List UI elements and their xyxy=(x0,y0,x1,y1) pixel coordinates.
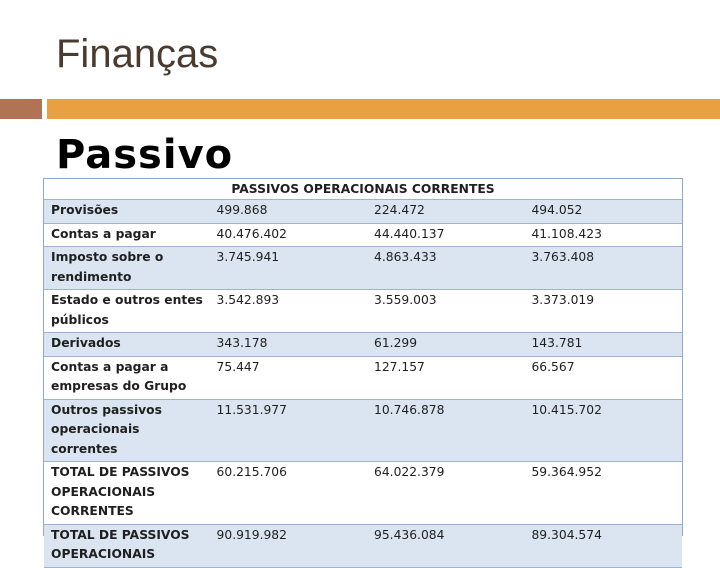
row-label: Outros passivos operacionais correntes xyxy=(44,399,210,462)
accent-bar-left xyxy=(0,99,42,119)
cell-value-3: 3.763.408 xyxy=(524,247,682,290)
row-label: Contas a pagar a empresas do Grupo xyxy=(44,356,210,399)
table-row xyxy=(44,333,682,357)
row-label: Imposto sobre o rendimento xyxy=(44,247,210,290)
accent-bar-right xyxy=(47,99,720,119)
cell-value-2: 127.157 xyxy=(367,356,524,399)
cell-value-3: 3.373.019 xyxy=(524,290,682,333)
table-row xyxy=(44,247,682,290)
cell-value-2: 64.022.379 xyxy=(367,462,524,525)
slide-subtitle: Passivo xyxy=(56,132,234,178)
liabilities-table xyxy=(44,179,682,568)
liabilities-table-image xyxy=(43,178,683,561)
cell-value-2: 224.472 xyxy=(367,200,524,224)
table-row xyxy=(44,290,682,333)
row-label: Estado e outros entes públicos xyxy=(44,290,210,333)
cell-value-3: 41.108.423 xyxy=(524,223,682,247)
cell-value-1: 3.542.893 xyxy=(210,290,367,333)
table-header-row xyxy=(44,179,682,200)
row-label: TOTAL DE PASSIVOS OPERACIONAIS xyxy=(44,524,210,567)
cell-value-1: 499.868 xyxy=(210,200,367,224)
table-row xyxy=(44,356,682,399)
table-row xyxy=(44,524,682,567)
slide-title: Finanças xyxy=(56,32,219,76)
cell-value-2: 44.440.137 xyxy=(367,223,524,247)
cell-value-2: 3.559.003 xyxy=(367,290,524,333)
table-row xyxy=(44,399,682,462)
cell-value-1: 90.919.982 xyxy=(210,524,367,567)
cell-value-1: 343.178 xyxy=(210,333,367,357)
cell-value-3: 66.567 xyxy=(524,356,682,399)
cell-value-2: 61.299 xyxy=(367,333,524,357)
row-label: TOTAL DE PASSIVOS OPERACIONAIS CORRENTES xyxy=(44,462,210,525)
cell-value-1: 40.476.402 xyxy=(210,223,367,247)
table-row xyxy=(44,223,682,247)
table-row xyxy=(44,200,682,224)
cell-value-3: 494.052 xyxy=(524,200,682,224)
row-label: Derivados xyxy=(44,333,210,357)
cell-value-1: 75.447 xyxy=(210,356,367,399)
cell-value-2: 95.436.084 xyxy=(367,524,524,567)
cell-value-1: 11.531.977 xyxy=(210,399,367,462)
cell-value-3: 10.415.702 xyxy=(524,399,682,462)
cell-value-1: 60.215.706 xyxy=(210,462,367,525)
table-header: PASSIVOS OPERACIONAIS CORRENTES xyxy=(44,179,682,200)
cell-value-3: 89.304.574 xyxy=(524,524,682,567)
cell-value-3: 143.781 xyxy=(524,333,682,357)
cell-value-2: 4.863.433 xyxy=(367,247,524,290)
cell-value-1: 3.745.941 xyxy=(210,247,367,290)
row-label: Contas a pagar xyxy=(44,223,210,247)
cell-value-2: 10.746.878 xyxy=(367,399,524,462)
table-row xyxy=(44,462,682,525)
cell-value-3: 59.364.952 xyxy=(524,462,682,525)
row-label: Provisões xyxy=(44,200,210,224)
